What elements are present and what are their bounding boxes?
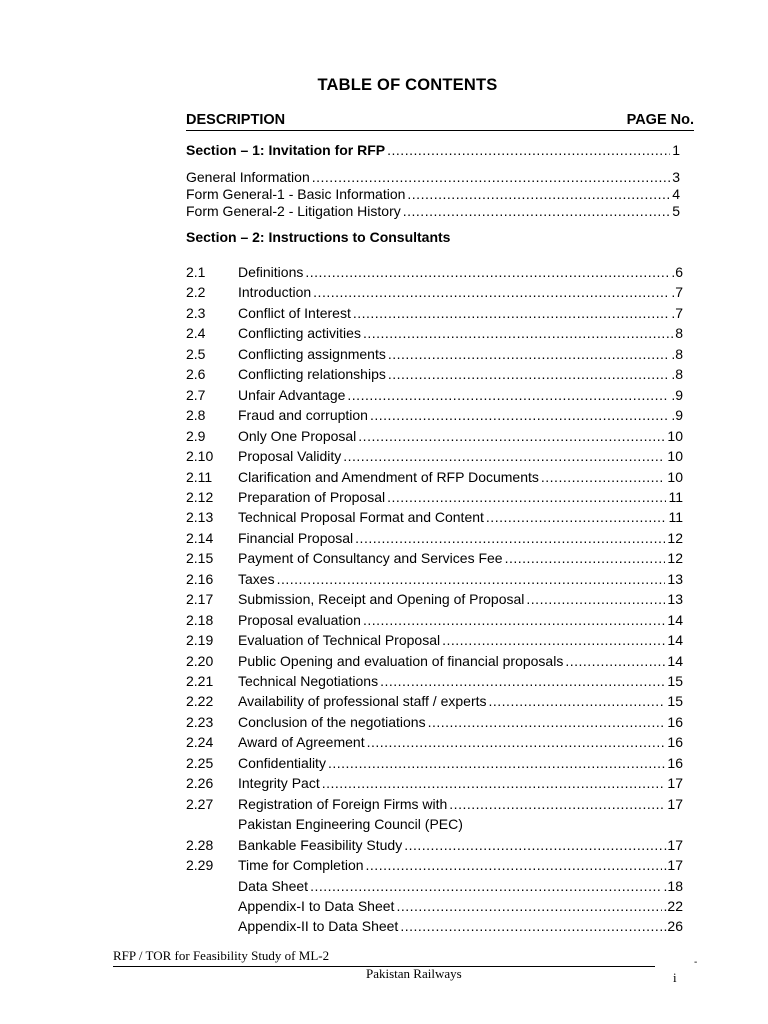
toc-entry[interactable]	[238, 284, 683, 302]
entry-label: Conclusion of the negotiations	[238, 714, 426, 730]
entry-label: Preparation of Proposal	[238, 489, 386, 505]
entry-page: 8	[675, 325, 683, 341]
entry-number: 2.29	[186, 857, 214, 873]
toc-entry[interactable]	[238, 653, 683, 671]
entry-label: Conflicting assignments	[238, 346, 386, 362]
entry-label: Technical Negotiations	[238, 673, 379, 689]
toc-entry[interactable]	[238, 918, 683, 936]
entry-page: 13	[667, 591, 683, 607]
entry-page: 17	[667, 775, 683, 791]
entry-page: 14	[667, 612, 683, 628]
entry-number: 2.25	[186, 755, 214, 771]
entry-label: Technical Proposal Format and Content	[238, 509, 484, 525]
dot-leader	[449, 797, 665, 811]
entry-label: Unfair Advantage	[238, 387, 346, 403]
dot-leader	[363, 613, 665, 627]
dot-leader	[358, 429, 665, 443]
toc-entry[interactable]	[238, 550, 683, 568]
entry-number: 2.4	[186, 325, 206, 341]
entry-page: .7	[671, 305, 683, 321]
dot-leader	[312, 170, 670, 184]
entry-page: 3	[672, 169, 680, 185]
entry-label: Clarification and Amendment of RFP Documents	[238, 469, 539, 485]
footer-document-title: RFP / TOR for Feasibility Study of ML-2	[113, 948, 330, 963]
entry-page: 4	[672, 186, 680, 202]
entry-label: Proposal Validity	[238, 448, 342, 464]
entry-page: 15	[667, 693, 683, 709]
dot-leader	[388, 367, 669, 381]
toc-header	[186, 112, 694, 131]
toc-entry[interactable]	[238, 878, 683, 896]
entry-page: 12	[667, 550, 683, 566]
dot-leader	[370, 408, 669, 422]
entry-page: 10	[667, 448, 683, 464]
dot-leader	[400, 919, 661, 933]
entry-label: Pakistan Engineering Council (PEC)	[238, 816, 463, 832]
footer-mark: -	[694, 957, 698, 968]
section-1-page: 1	[672, 142, 680, 158]
dot-leader	[396, 899, 661, 913]
entry-number: 2.14	[186, 530, 214, 546]
toc-entry[interactable]	[238, 898, 683, 916]
toc-title: TABLE OF CONTENTS	[317, 76, 498, 94]
entry-page: 11	[668, 489, 683, 505]
dot-leader	[355, 531, 665, 545]
entry-page: .9	[671, 387, 683, 403]
dot-leader	[363, 326, 673, 340]
dot-leader	[387, 490, 666, 504]
entry-number: 2.24	[186, 734, 214, 750]
entry-number: 2.17	[186, 591, 214, 607]
footer-page-number: i	[673, 970, 677, 985]
footer-organization: Pakistan Railways	[366, 966, 462, 981]
dot-leader	[353, 306, 669, 320]
entry-label: Appendix-II to Data Sheet	[238, 918, 399, 934]
entry-label: Introduction	[238, 284, 312, 300]
entry-label: Appendix-I to Data Sheet	[238, 898, 395, 914]
entry-number: 2.21	[186, 673, 214, 689]
entry-label: Registration of Foreign Firms with	[238, 796, 448, 812]
toc-entry[interactable]	[238, 469, 683, 487]
entry-page: .7	[671, 284, 683, 300]
toc-entry[interactable]	[238, 509, 683, 527]
entry-label: Payment of Consultancy and Services Fee	[238, 550, 503, 566]
toc-entry[interactable]	[238, 796, 683, 814]
entry-number: 2.19	[186, 632, 214, 648]
entry-label: Taxes	[238, 571, 275, 587]
entry-label: Only One Proposal	[238, 428, 357, 444]
entry-number: 2.12	[186, 489, 214, 505]
toc-entry[interactable]	[238, 714, 683, 732]
toc-entry[interactable]	[238, 693, 683, 711]
entry-label: Form General-1 - Basic Information	[186, 186, 406, 202]
entry-page: .8	[671, 346, 683, 362]
toc-section-2[interactable]	[186, 229, 450, 247]
entry-label: Bankable Feasibility Study	[238, 837, 403, 853]
entry-page: 10	[667, 469, 683, 485]
toc-entry[interactable]	[238, 571, 683, 589]
entry-page: 10	[667, 428, 683, 444]
page-no-heading: PAGE No.	[626, 112, 694, 128]
toc-entry[interactable]	[238, 407, 683, 425]
toc-entry[interactable]	[238, 448, 683, 466]
description-heading: DESCRIPTION	[186, 112, 286, 128]
dot-leader	[366, 858, 662, 872]
toc-entry[interactable]	[238, 387, 683, 405]
entry-number: 2.15	[186, 550, 214, 566]
dot-leader	[367, 735, 666, 749]
entry-number: 2.20	[186, 653, 214, 669]
entry-label: Fraud and corruption	[238, 407, 368, 423]
dot-leader	[404, 838, 661, 852]
toc-entry-general[interactable]	[186, 169, 680, 187]
entry-number: 2.5	[186, 346, 206, 362]
dot-leader	[505, 551, 666, 565]
toc-entry[interactable]	[238, 632, 683, 650]
entry-label: Evaluation of Technical Proposal	[238, 632, 441, 648]
dot-leader	[310, 879, 661, 893]
entry-number: 2.16	[186, 571, 214, 587]
dot-leader	[403, 204, 670, 218]
dot-leader	[407, 187, 670, 201]
entry-number: 2.23	[186, 714, 214, 730]
entry-page: .6	[671, 264, 683, 280]
entry-label: Integrity Pact	[238, 775, 320, 791]
entry-label: General Information	[186, 169, 310, 185]
entry-number: 2.26	[186, 775, 214, 791]
entry-page: 14	[667, 632, 683, 648]
entry-number: 2.11	[186, 469, 213, 485]
toc-entry[interactable]	[238, 366, 683, 384]
entry-number: 2.10	[186, 448, 214, 464]
entry-page: .8	[671, 366, 683, 382]
toc-entry[interactable]	[238, 591, 683, 609]
dot-leader	[489, 694, 666, 708]
toc-entry[interactable]	[238, 325, 683, 343]
entry-number: 2.18	[186, 612, 214, 628]
entry-label: Definitions	[238, 264, 304, 280]
entry-page: .17	[663, 857, 683, 873]
toc-entry-general[interactable]	[186, 203, 680, 221]
entry-page: 16	[667, 755, 683, 771]
dot-leader	[322, 776, 666, 790]
entry-number: 2.27	[186, 796, 214, 812]
entry-page: .9	[671, 407, 683, 423]
entry-label: Conflicting relationships	[238, 366, 386, 382]
dot-leader	[428, 715, 666, 729]
toc-entry[interactable]	[238, 612, 683, 630]
entry-page: .17	[663, 837, 683, 853]
entry-page: 13	[667, 571, 683, 587]
entry-number: 2.28	[186, 837, 214, 853]
dot-leader	[526, 592, 665, 606]
dot-leader	[313, 285, 669, 299]
entry-number: 2.6	[186, 366, 206, 382]
entry-label: Proposal evaluation	[238, 612, 361, 628]
dot-leader	[486, 510, 667, 524]
entry-number: 2.22	[186, 693, 214, 709]
entry-page: 16	[667, 714, 683, 730]
entry-number: 2.9	[186, 428, 206, 444]
toc-entry	[238, 816, 683, 834]
entry-page: 15	[667, 673, 683, 689]
entry-number: 2.3	[186, 305, 206, 321]
section-1-label: Section – 1: Invitation for RFP	[186, 142, 386, 158]
entry-page: 17	[667, 796, 683, 812]
dot-leader	[347, 388, 669, 402]
dot-leader	[277, 572, 666, 586]
toc-entry[interactable]	[238, 775, 683, 793]
toc-entry[interactable]	[238, 264, 683, 282]
dot-leader	[442, 633, 665, 647]
entry-label: Conflict of Interest	[238, 305, 351, 321]
entry-page: .26	[663, 918, 683, 934]
entry-page: 16	[667, 734, 683, 750]
dot-leader	[305, 265, 669, 279]
toc-entry[interactable]	[238, 346, 683, 364]
toc-entry[interactable]	[238, 673, 683, 691]
dot-leader	[565, 654, 665, 668]
entry-label: Availability of professional staff / experts	[238, 693, 487, 709]
entry-number: 2.13	[186, 509, 214, 525]
entry-label: Submission, Receipt and Opening of Proposal	[238, 591, 525, 607]
entry-label: Conflicting activities	[238, 325, 361, 341]
entry-page: 12	[667, 530, 683, 546]
entry-number: 2.7	[186, 387, 206, 403]
dot-leader	[343, 449, 665, 463]
toc-entry[interactable]	[238, 428, 683, 446]
entry-page: 14	[667, 653, 683, 669]
toc-entry[interactable]	[238, 857, 683, 875]
entry-page: 11	[668, 509, 683, 525]
entry-page: .22	[663, 898, 683, 914]
entry-label: Confidentiality	[238, 755, 326, 771]
entry-label: Financial Proposal	[238, 530, 354, 546]
section-2-label: Section – 2: Instructions to Consultants	[186, 229, 451, 245]
entry-number: 2.2	[186, 284, 206, 300]
toc-section-1[interactable]	[186, 142, 680, 160]
toc-entry[interactable]	[238, 489, 683, 507]
entry-label: Time for Completion	[238, 857, 364, 873]
entry-page: .18	[663, 878, 683, 894]
entry-number: 2.8	[186, 407, 206, 423]
dot-leader	[388, 347, 669, 361]
toc-entry[interactable]	[238, 755, 683, 773]
entry-label: Public Opening and evaluation of financial proposals	[238, 653, 564, 669]
toc-entry[interactable]	[238, 530, 683, 548]
toc-entry-general[interactable]	[186, 186, 680, 204]
dot-leader	[328, 756, 665, 770]
dot-leader	[387, 143, 670, 157]
toc-entry[interactable]	[238, 837, 683, 855]
entry-number: 2.1	[186, 264, 206, 280]
entry-label: Award of Agreement	[238, 734, 365, 750]
dot-leader	[380, 674, 665, 688]
toc-entry[interactable]	[238, 305, 683, 323]
entry-label: Form General-2 - Litigation History	[186, 203, 401, 219]
toc-entry[interactable]	[238, 734, 683, 752]
entry-page: 5	[672, 203, 680, 219]
entry-label: Data Sheet	[238, 878, 309, 894]
dot-leader	[541, 470, 666, 484]
